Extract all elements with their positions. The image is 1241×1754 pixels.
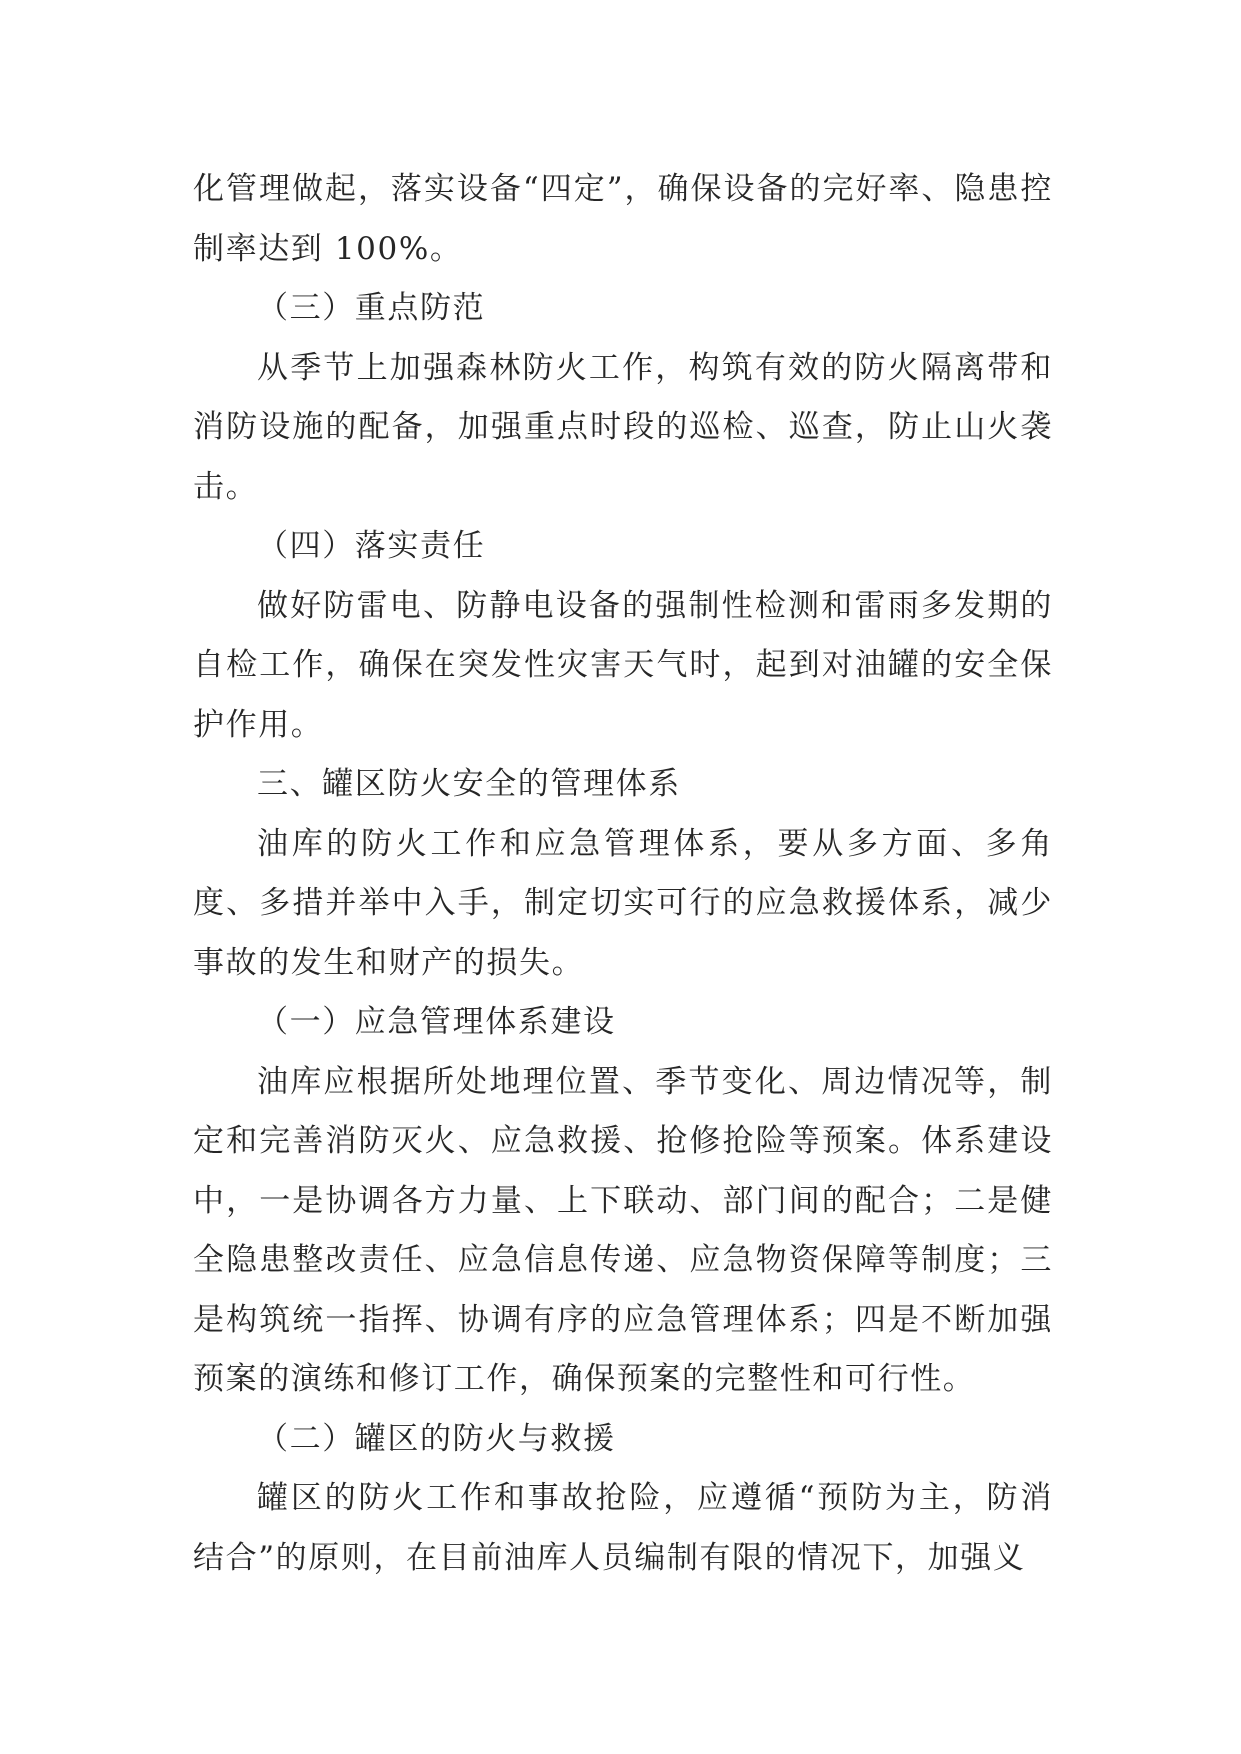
section-heading-management-system: 三、罐区防火安全的管理体系	[257, 766, 681, 802]
section-heading-emergency-system: （一）应急管理体系建设	[257, 1004, 616, 1040]
document-body	[193, 160, 1053, 1588]
section-heading-fire-rescue: （二）罐区的防火与救援	[257, 1420, 616, 1457]
paragraph-continuation: 化管理做起，落实设备“四定”，确保设备的完好率、隐患控制率达到 100%。	[193, 171, 1053, 267]
paragraph-forest-fire: 从季节上加强森林防火工作，构筑有效的防火隔离带和消防设施的配备，加强重点时段的巡检、巡查，防止山火袭击。	[193, 349, 1053, 505]
paragraph-emergency-plans: 油库应根据所处地理位置、季节变化、周边情况等，制定和完善消防灭火、应急救援、抢修抢险等预案。体系建设中，一是协调各方力量、上下联动、部门间的配合；二是健全隐患整改责任、应急信息传递、应急物资保障等制度；三是构筑统一指挥、协调有序的应急管理体系；四是不断加强预案的演练和修订工作，确保预案的完整性和可行性。	[193, 1063, 1053, 1397]
paragraph-fire-rescue: 罐区的防火工作和事故抢险，应遵循“预防为主，防消结合”的原则，在目前油库人员编制有限的情况下，加强义	[193, 1480, 1053, 1576]
section-heading-key-prevention: （三）重点防范	[257, 290, 486, 326]
paragraph-emergency-overview: 油库的防火工作和应急管理体系，要从多方面、多角度、多措并举中入手，制定切实可行的应急救援体系，减少事故的发生和财产的损失。	[193, 825, 1053, 981]
section-heading-responsibility: （四）落实责任	[257, 528, 486, 564]
paragraph-lightning-protection: 做好防雷电、防静电设备的强制性检测和雷雨多发期的自检工作，确保在突发性灾害天气时，起到对油罐的安全保护作用。	[193, 587, 1053, 743]
